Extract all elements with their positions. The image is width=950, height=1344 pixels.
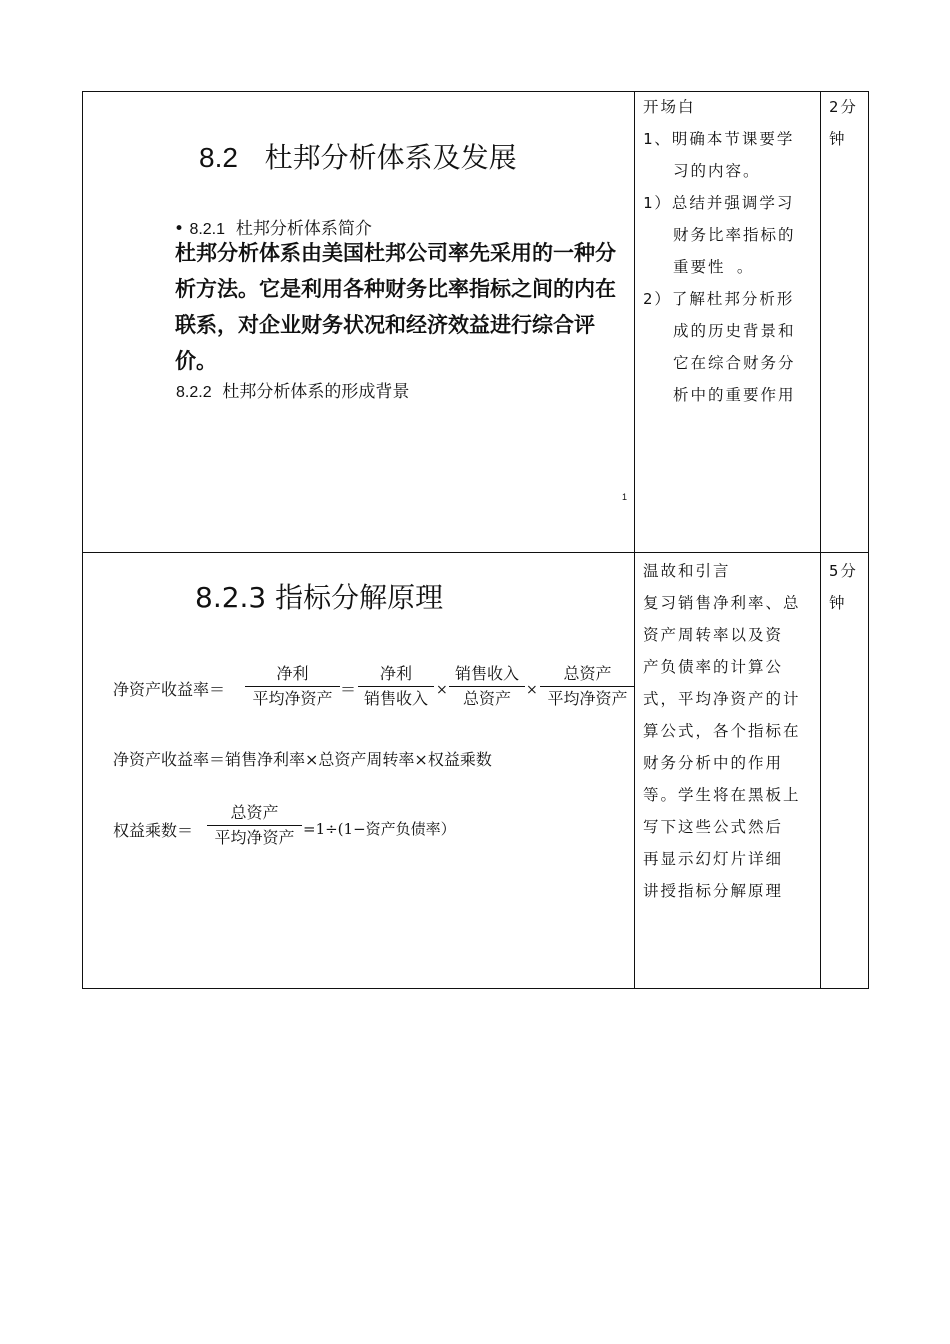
time-allocation: [829, 91, 858, 155]
note-line: 复习销售净利率、总: [643, 594, 801, 612]
note-line: 温故和引言: [643, 562, 731, 580]
note-line: 产负债率的计算公: [643, 658, 784, 676]
time-value: 2分: [829, 98, 858, 116]
note-line: 析中的重要作用: [673, 386, 796, 404]
note-line: 再显示幻灯片详细: [643, 850, 784, 868]
section-title: 8.2 杜邦分析体系及发展: [199, 141, 517, 174]
note-line: 成的历史背景和: [673, 322, 796, 340]
slide-page-number: 1: [622, 492, 628, 502]
note-line: 财务比率指标的: [673, 226, 796, 244]
note-line: 开场白: [643, 98, 696, 116]
times-sign: ×: [436, 682, 448, 698]
time-allocation: [829, 555, 858, 619]
note-line: 资产周转率以及资: [643, 626, 784, 644]
row-divider: [83, 552, 868, 553]
bullet: •: [174, 219, 185, 239]
formula-rhs: =1÷(1−资产负债率）: [303, 820, 456, 838]
note-line: 等。学生将在黑板上: [643, 786, 801, 804]
note-line: 写下这些公式然后: [643, 818, 784, 836]
teaching-notes: [643, 91, 796, 411]
note-line: 财务分析中的作用: [643, 754, 784, 772]
times-sign: ×: [526, 682, 538, 698]
fraction: 净利 销售收入: [358, 664, 434, 709]
subsection-heading: • 8.2.1 杜邦分析体系简介: [174, 219, 372, 239]
formula-lhs: 权益乘数＝: [113, 821, 194, 840]
formula-lhs: 净资产收益率＝: [113, 680, 226, 699]
note-line: 讲授指标分解原理: [643, 882, 784, 900]
formula-line: 净资产收益率＝销售净利率×总资产周转率×权益乘数: [113, 750, 492, 769]
fraction: 总资产 平均净资产: [207, 803, 302, 848]
section-title: 8.2.3 指标分解原理: [195, 581, 444, 614]
note-line: 1）总结并强调学习: [643, 194, 795, 212]
time-value: 5分: [829, 562, 858, 580]
fraction: 销售收入 总资产: [449, 664, 525, 709]
note-line: 式，平均净资产的计: [643, 690, 801, 708]
fraction: 总资产 平均净资产: [540, 664, 635, 709]
teaching-notes: [643, 555, 801, 907]
note-line: 它在综合财务分: [673, 354, 796, 372]
time-unit: 钟: [829, 130, 847, 148]
subsection-heading: 8.2.2 杜邦分析体系的形成背景: [176, 382, 410, 402]
note-line: 1、明确本节课要学: [643, 130, 795, 148]
time-unit: 钟: [829, 594, 847, 612]
note-line: 2）了解杜邦分析形: [643, 290, 795, 308]
column-divider: [634, 92, 635, 988]
intro-paragraph: 杜邦分析体系由美国杜邦公司率先采用的一种分析方法。它是利用各种财务比率指标之间的内在联系，对企业财务状况和经济效益进行综合评价。: [175, 241, 616, 373]
note-line: 重要性 。: [673, 258, 755, 276]
note-line: 算公式，各个指标在: [643, 722, 801, 740]
equals-sign: ＝: [340, 680, 357, 699]
note-line: 习的内容。: [673, 162, 761, 180]
fraction: 净利 平均净资产: [245, 664, 340, 709]
column-divider: [820, 92, 821, 988]
